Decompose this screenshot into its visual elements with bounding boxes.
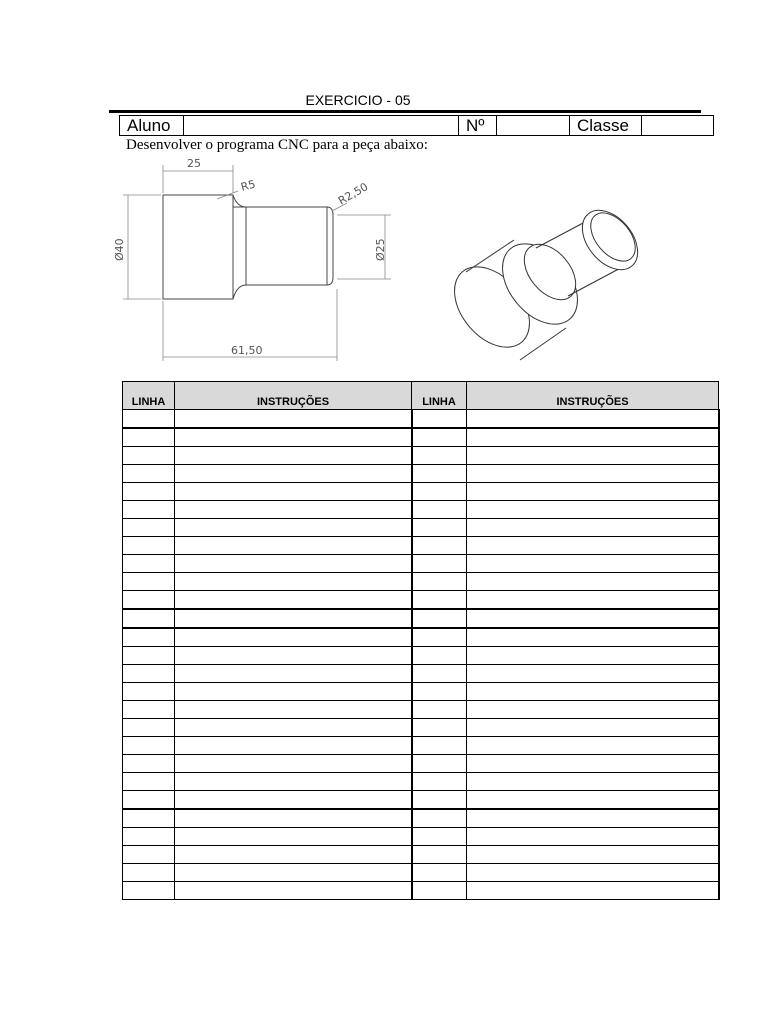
linha-cell[interactable]: [123, 483, 175, 501]
instrucao-cell[interactable]: [175, 555, 412, 573]
instrucao-cell[interactable]: [175, 410, 412, 429]
instrucao-cell[interactable]: [175, 683, 412, 701]
linha-cell[interactable]: [123, 755, 175, 773]
instrucao-cell[interactable]: [175, 828, 412, 846]
linha-cell[interactable]: [123, 719, 175, 737]
classe-label: Classe: [570, 116, 642, 136]
instrucao-cell[interactable]: [175, 846, 412, 864]
linha-cell[interactable]: [412, 665, 467, 683]
linha-cell[interactable]: [412, 647, 467, 665]
linha-cell[interactable]: [123, 773, 175, 791]
linha-cell[interactable]: [412, 719, 467, 737]
instrucao-cell[interactable]: [467, 755, 719, 773]
instrucao-cell[interactable]: [175, 701, 412, 719]
instrucao-cell[interactable]: [467, 537, 719, 555]
instrucao-cell[interactable]: [175, 755, 412, 773]
linha-cell[interactable]: [123, 573, 175, 591]
linha-cell[interactable]: [412, 846, 467, 864]
instrucao-cell[interactable]: [467, 882, 719, 900]
linha-cell[interactable]: [412, 791, 467, 810]
table-row: [123, 755, 719, 773]
title-rule: [109, 110, 701, 113]
linha-cell[interactable]: [123, 519, 175, 537]
instrucao-cell[interactable]: [467, 519, 719, 537]
instrucao-cell[interactable]: [175, 737, 412, 755]
instrucao-cell[interactable]: [175, 465, 412, 483]
instrucao-cell[interactable]: [175, 501, 412, 519]
instrucao-cell[interactable]: [467, 501, 719, 519]
linha-cell[interactable]: [412, 882, 467, 900]
instrucao-cell[interactable]: [175, 882, 412, 900]
linha-cell[interactable]: [412, 628, 467, 647]
linha-cell[interactable]: [123, 628, 175, 647]
instrucao-cell[interactable]: [467, 809, 719, 828]
header-instrucoes-2: INSTRUÇÕES: [467, 382, 719, 410]
instrucao-cell[interactable]: [175, 609, 412, 628]
instructions-text: Desenvolver o programa CNC para a peça abaixo:: [126, 137, 428, 153]
instrucao-cell[interactable]: [467, 701, 719, 719]
table-row: [123, 483, 719, 501]
linha-cell[interactable]: [412, 501, 467, 519]
instrucao-cell[interactable]: [467, 591, 719, 610]
linha-cell[interactable]: [412, 465, 467, 483]
instrucao-cell[interactable]: [467, 609, 719, 628]
table-row: [123, 519, 719, 537]
linha-cell[interactable]: [123, 647, 175, 665]
part-technical-drawing: [105, 155, 405, 367]
table-row: [123, 719, 719, 737]
instrucao-cell[interactable]: [467, 683, 719, 701]
table-row: [123, 791, 719, 810]
small-diameter-section: [233, 207, 333, 299]
instrucao-cell[interactable]: [175, 665, 412, 683]
instrucao-cell[interactable]: [175, 791, 412, 810]
instrucao-cell[interactable]: [175, 591, 412, 610]
instrucao-cell[interactable]: [467, 465, 719, 483]
linha-cell[interactable]: [123, 537, 175, 555]
instrucao-cell[interactable]: [175, 447, 412, 465]
instrucao-cell[interactable]: [175, 519, 412, 537]
table-row: [123, 609, 719, 628]
part-isometric-view: [450, 200, 660, 370]
table-row: [123, 465, 719, 483]
linha-cell[interactable]: [412, 555, 467, 573]
instrucao-cell[interactable]: [175, 537, 412, 555]
linha-cell[interactable]: [412, 573, 467, 591]
table-row: [123, 665, 719, 683]
linha-cell[interactable]: [123, 737, 175, 755]
header-instrucoes-1: INSTRUÇÕES: [175, 382, 412, 410]
instrucao-cell[interactable]: [467, 628, 719, 647]
instrucao-cell[interactable]: [467, 573, 719, 591]
table-row: [123, 846, 719, 864]
student-info-table: [119, 115, 714, 136]
instrucao-cell[interactable]: [175, 809, 412, 828]
linha-cell[interactable]: [123, 428, 175, 447]
fillet-r5: [233, 195, 246, 207]
linha-cell[interactable]: [123, 465, 175, 483]
linha-cell[interactable]: [123, 846, 175, 864]
dim-r5: R5: [239, 177, 257, 194]
table-row: [123, 737, 719, 755]
instrucao-cell[interactable]: [467, 864, 719, 882]
linha-cell[interactable]: [412, 483, 467, 501]
linha-cell[interactable]: [412, 773, 467, 791]
linha-cell[interactable]: [412, 683, 467, 701]
large-diameter-section: [163, 195, 233, 299]
table-row: [123, 410, 719, 429]
table-row: [123, 701, 719, 719]
instrucao-cell[interactable]: [467, 773, 719, 791]
table-row: [123, 628, 719, 647]
instrucao-cell[interactable]: [175, 647, 412, 665]
linha-cell[interactable]: [123, 609, 175, 628]
instrucao-cell[interactable]: [467, 483, 719, 501]
instrucao-cell[interactable]: [467, 791, 719, 810]
instrucao-cell[interactable]: [467, 665, 719, 683]
table-row: [123, 809, 719, 828]
linha-cell[interactable]: [412, 591, 467, 610]
table-row: [123, 828, 719, 846]
aluno-field[interactable]: [184, 116, 459, 136]
instrucao-cell[interactable]: [467, 647, 719, 665]
table-row: [123, 647, 719, 665]
instrucao-cell[interactable]: [175, 773, 412, 791]
aluno-label: Aluno: [120, 116, 184, 136]
instrucao-cell[interactable]: [467, 846, 719, 864]
linha-cell[interactable]: [412, 428, 467, 447]
linha-cell[interactable]: [123, 410, 175, 429]
linha-cell[interactable]: [123, 828, 175, 846]
numero-field[interactable]: [497, 116, 570, 136]
instrucao-cell[interactable]: [175, 719, 412, 737]
linha-cell[interactable]: [412, 410, 467, 429]
linha-cell[interactable]: [412, 755, 467, 773]
linha-cell[interactable]: [412, 609, 467, 628]
instrucao-cell[interactable]: [175, 864, 412, 882]
table-row: [123, 555, 719, 573]
linha-cell[interactable]: [123, 591, 175, 610]
table-row: [123, 537, 719, 555]
dim-r2-50: R2,50: [336, 180, 371, 208]
linha-cell[interactable]: [123, 501, 175, 519]
dim-diameter-40: Ø40: [113, 238, 126, 261]
instrucao-cell[interactable]: [467, 828, 719, 846]
linha-cell[interactable]: [123, 809, 175, 828]
instrucao-cell[interactable]: [467, 555, 719, 573]
table-row: [123, 882, 719, 900]
linha-cell[interactable]: [123, 864, 175, 882]
instrucao-cell[interactable]: [467, 428, 719, 447]
table-row: [123, 573, 719, 591]
instrucao-cell[interactable]: [175, 483, 412, 501]
instrucao-cell[interactable]: [467, 410, 719, 429]
header-linha-1: LINHA: [123, 382, 175, 410]
dim-61-50: 61,50: [231, 344, 263, 357]
classe-field[interactable]: [642, 116, 714, 136]
numero-label: Nº: [459, 116, 497, 136]
table-row: [123, 591, 719, 610]
linha-cell[interactable]: [412, 519, 467, 537]
instrucao-cell[interactable]: [175, 573, 412, 591]
table-row: [123, 501, 719, 519]
linha-cell[interactable]: [123, 665, 175, 683]
linha-cell[interactable]: [412, 447, 467, 465]
table-body: [123, 410, 719, 900]
linha-cell[interactable]: [123, 701, 175, 719]
linha-cell[interactable]: [123, 882, 175, 900]
cnc-program-table: [122, 381, 720, 900]
linha-cell[interactable]: [123, 447, 175, 465]
linha-cell[interactable]: [412, 828, 467, 846]
dim-25: 25: [187, 157, 201, 170]
linha-cell[interactable]: [412, 537, 467, 555]
instrucao-cell[interactable]: [175, 428, 412, 447]
exercise-title: EXERCICIO - 05: [305, 92, 411, 108]
linha-cell[interactable]: [123, 791, 175, 810]
dim-diameter-25: Ø25: [374, 238, 387, 261]
linha-cell[interactable]: [412, 737, 467, 755]
table-row: [123, 683, 719, 701]
instrucao-cell[interactable]: [467, 737, 719, 755]
table-row: [123, 447, 719, 465]
instrucao-cell[interactable]: [175, 628, 412, 647]
linha-cell[interactable]: [123, 555, 175, 573]
header-linha-2: LINHA: [412, 382, 467, 410]
linha-cell[interactable]: [412, 864, 467, 882]
linha-cell[interactable]: [123, 683, 175, 701]
linha-cell[interactable]: [412, 701, 467, 719]
linha-cell[interactable]: [412, 809, 467, 828]
table-row: [123, 773, 719, 791]
instrucao-cell[interactable]: [467, 719, 719, 737]
instrucao-cell[interactable]: [467, 447, 719, 465]
table-row: [123, 428, 719, 447]
table-row: [123, 864, 719, 882]
